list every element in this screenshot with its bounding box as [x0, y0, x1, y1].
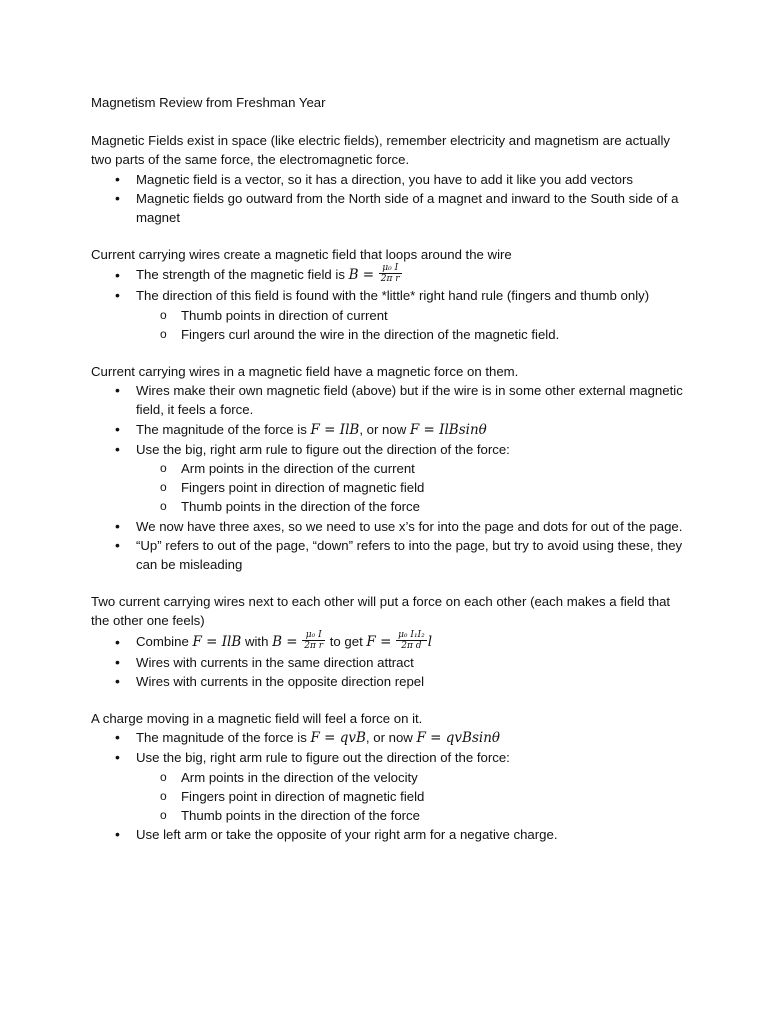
item-text: Use the big, right arm rule to figure out the direction of the force:	[136, 441, 510, 457]
equation: F = qvB	[310, 730, 366, 747]
section-intro: Current carrying wires create a magnetic field that loops around the wire	[91, 247, 512, 263]
equation: F = qvBsinθ	[416, 730, 501, 747]
section-intro: Magnetic Fields exist in space (like electric fields), remember electricity and magnetism are actually two parts of the same force, the electromagnetic force.	[91, 133, 671, 168]
sub-list-item: o Thumb points in direction of current	[136, 306, 691, 325]
section-intro: A charge moving in a magnetic field will feel a force on it.	[91, 711, 423, 727]
equation: l	[427, 633, 433, 650]
list-item: • “Up” refers to out of the page, “down” refers to into the page, but try to avoid using these, they can be misleading	[91, 536, 691, 574]
item-text: The magnitude of the force is	[136, 421, 311, 437]
bullet-list	[91, 264, 691, 344]
section-magnetic-fields	[91, 131, 691, 227]
sub-list-item: o Thumb points in the direction of the force	[136, 497, 691, 516]
item-text: , or now	[365, 730, 417, 746]
item-text: The magnitude of the force is	[136, 730, 311, 746]
section-current-wires-field	[91, 245, 691, 344]
fraction-numerator: μ₀ I	[379, 263, 402, 274]
sub-list	[136, 459, 691, 517]
equation: B =	[348, 267, 375, 284]
list-item: • Wires with currents in the opposite direction repel	[91, 672, 691, 691]
list-item: • Use left arm or take the opposite of your right arm for a negative charge.	[91, 825, 691, 844]
bullet-list	[91, 381, 691, 574]
bullet-list	[91, 728, 691, 844]
list-item	[91, 440, 691, 517]
fraction-denominator: 2π r	[304, 640, 324, 651]
section-intro: Two current carrying wires next to each other will put a force on each other (each makes a field that the other one feels)	[91, 594, 671, 629]
document-title: Magnetism Review from Freshman Year	[91, 95, 326, 110]
document-body	[91, 93, 691, 845]
fraction-denominator: 2π d	[401, 640, 422, 651]
sub-list-item: o Fingers point in direction of magnetic field	[136, 787, 691, 806]
item-text: Combine	[136, 633, 193, 649]
fraction-numerator: μ₀ I₁I₂	[398, 629, 425, 640]
fraction	[396, 630, 427, 651]
list-item: • We now have three axes, so we need to use x’s for into the page and dots for out of the page.	[91, 517, 691, 536]
list-item	[91, 728, 691, 748]
item-text: to get	[326, 633, 367, 649]
item-text: Use the big, right arm rule to figure out the direction of the force:	[136, 750, 510, 766]
bullet-list	[91, 170, 691, 228]
section-two-wires	[91, 592, 691, 691]
item-text: The strength of the magnetic field is	[136, 267, 349, 283]
sub-list-item: o Thumb points in the direction of the force	[136, 806, 691, 825]
fraction-numerator: μ₀ I	[302, 630, 325, 641]
sub-list	[136, 306, 691, 344]
section-moving-charge	[91, 709, 691, 844]
item-text: The direction of this field is found with the *little* right hand rule (fingers and thumb only)	[136, 288, 650, 304]
equation: F = IlB	[192, 633, 242, 650]
sub-list	[136, 768, 691, 826]
equation: F =	[366, 633, 392, 650]
equation: F = IlB	[310, 421, 360, 438]
item-text: with	[241, 633, 273, 649]
fraction	[302, 630, 325, 651]
list-item: • Wires with currents in the same direction attract	[91, 653, 691, 672]
sub-list-item: o Fingers point in direction of magnetic field	[136, 478, 691, 497]
section-intro: Current carrying wires in a magnetic field have a magnetic force on them.	[91, 364, 519, 380]
sub-list-item: o Fingers curl around the wire in the direction of the magnetic field.	[136, 325, 691, 344]
equation: B =	[272, 633, 298, 650]
fraction-denominator: 2π r	[380, 274, 400, 285]
item-text: , or now	[359, 421, 410, 437]
sub-list-item: o Arm points in the direction of the velocity	[136, 768, 691, 787]
list-item	[91, 286, 691, 344]
list-item: • Magnetic field is a vector, so it has a direction, you have to add it like you add vectors	[91, 170, 691, 189]
bullet-list	[91, 631, 691, 691]
list-item	[91, 748, 691, 825]
section-force-on-wire	[91, 362, 691, 574]
equation: F = IlBsinθ	[409, 421, 487, 438]
list-item	[91, 264, 691, 286]
list-item: • Wires make their own magnetic field (above) but if the wire is in some other external magnetic field, it feels a force.	[91, 381, 691, 419]
list-item	[91, 420, 691, 440]
sub-list-item: o Arm points in the direction of the current	[136, 459, 691, 478]
fraction	[379, 263, 402, 284]
list-item: • Magnetic fields go outward from the North side of a magnet and inward to the South side of a magnet	[91, 189, 691, 227]
list-item	[91, 631, 691, 653]
